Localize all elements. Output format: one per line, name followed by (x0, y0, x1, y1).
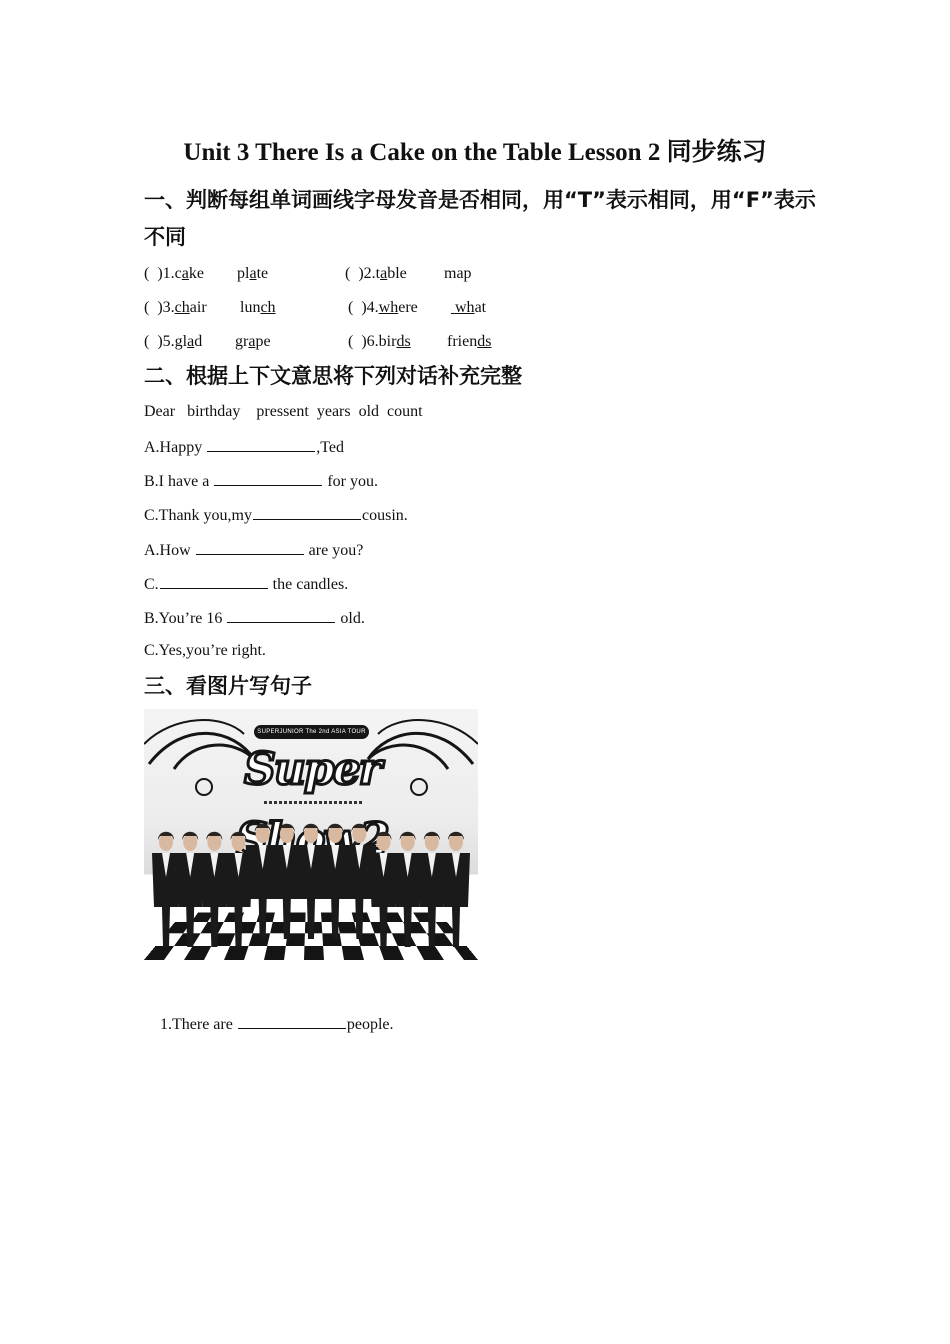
underlined-letters: a (380, 265, 388, 282)
word-start: gr (235, 333, 249, 350)
dialogue-text: B.You’re 16 (144, 610, 227, 627)
answer-blank[interactable] (214, 471, 322, 486)
dialogue-line (144, 642, 266, 660)
person (418, 832, 446, 947)
answer-blank[interactable] (238, 1014, 346, 1029)
item-prefix: ( )2.t (345, 265, 381, 282)
underlined-letters: ch (174, 299, 190, 316)
item-3-word2 (240, 299, 276, 317)
dialogue-line (144, 608, 365, 628)
word-start: frien (447, 333, 478, 350)
underlined-letters: ds (396, 333, 411, 350)
answer-blank[interactable] (227, 608, 335, 623)
dialogue-text: A.Happy (144, 439, 207, 456)
underlined-letters: ch (260, 299, 276, 316)
dialogue-text-end: are you? (304, 541, 364, 559)
dialogue-text: B.I have a (144, 473, 214, 491)
word-end: at (474, 299, 487, 316)
dialogue-text: C.Yes,you’re right. (144, 642, 266, 660)
dialogue-line (144, 471, 378, 491)
person (200, 832, 228, 947)
dialogue-text-end: for you. (323, 473, 378, 491)
item-prefix: ( )4. (348, 299, 379, 316)
answer-blank[interactable] (160, 574, 268, 589)
item-5-word1 (144, 333, 202, 351)
section1-heading: 一、判断每组单词画线字母发音是否相同，用“T”表示相同，用“F”表示不同 (144, 188, 816, 249)
show-logo: Super (244, 744, 380, 795)
answer-blank[interactable] (196, 540, 304, 555)
item-6-word1 (348, 333, 411, 351)
underlined-letters: a (181, 265, 189, 282)
item-1-word1 (144, 265, 204, 283)
answer-blank[interactable] (253, 505, 361, 520)
answer-blank[interactable] (207, 437, 315, 452)
item-3-word1 (144, 299, 207, 317)
word-bank: Dear birthday pressent years old count (144, 403, 423, 420)
word-rest: ble (387, 265, 407, 282)
person (442, 832, 470, 947)
underlined-letters: ds (477, 333, 492, 350)
underlined-letters: a (187, 333, 195, 350)
section2-heading: 二、根据上下文意思将下列对话补充完整 (144, 364, 522, 388)
page-title: Unit 3 There Is a Cake on the Table Lesson 2 同步练习 (183, 139, 767, 166)
item-prefix: ( )1.c (144, 265, 182, 282)
tour-banner: SUPERJUNIOR The 2nd ASIA TOUR (254, 725, 369, 739)
word-start: map (444, 265, 472, 282)
word-end: te (256, 265, 269, 282)
underlined-letters: a (249, 265, 257, 282)
item-2-word1 (345, 265, 407, 283)
word-rest: ke (188, 265, 204, 282)
dialogue-text: C. (144, 575, 159, 593)
word-rest: d (194, 333, 203, 350)
underlined-letters: wh (378, 299, 399, 316)
item-4-word2 (451, 299, 486, 317)
person (394, 832, 422, 947)
underlined-letters: a (248, 333, 256, 350)
dialogue-text-end: old. (336, 610, 365, 627)
dialogue-text: C.Thank you,my (144, 507, 252, 525)
item-2-word2 (444, 265, 472, 283)
dialogue-line (144, 437, 344, 457)
dialogue-line (144, 540, 363, 560)
dialogue-line (144, 505, 408, 525)
group-photo (144, 709, 478, 960)
dialogue-text: A.How (144, 541, 195, 559)
person (176, 832, 204, 947)
dialogue-text-end: the candles. (268, 575, 349, 593)
word-start: lun (240, 299, 261, 316)
word-rest: ere (398, 299, 418, 316)
dialogue-line (144, 574, 348, 594)
item-4-word1 (348, 299, 418, 317)
item-5-word2 (235, 333, 271, 351)
dialogue-text-end: ,Ted (316, 439, 344, 456)
item-1-word2 (237, 265, 268, 283)
question-1-text: 1.There are (160, 1016, 237, 1033)
question-1 (144, 996, 394, 1052)
question-1-text-end: people. (346, 1016, 394, 1033)
item-6-word2 (447, 333, 491, 351)
item-prefix: ( )6.bir (348, 333, 397, 350)
person (152, 832, 180, 947)
item-prefix: ( )3. (144, 299, 175, 316)
dialogue-text-end: cousin. (362, 507, 408, 525)
underlined-letters: wh (451, 299, 475, 316)
section3-heading: 三、看图片写句子 (144, 674, 312, 698)
word-end: pe (255, 333, 271, 350)
word-rest: air (189, 299, 207, 316)
word-start: pl (237, 265, 250, 282)
people-group (144, 709, 478, 960)
item-prefix: ( )5.gl (144, 333, 188, 350)
